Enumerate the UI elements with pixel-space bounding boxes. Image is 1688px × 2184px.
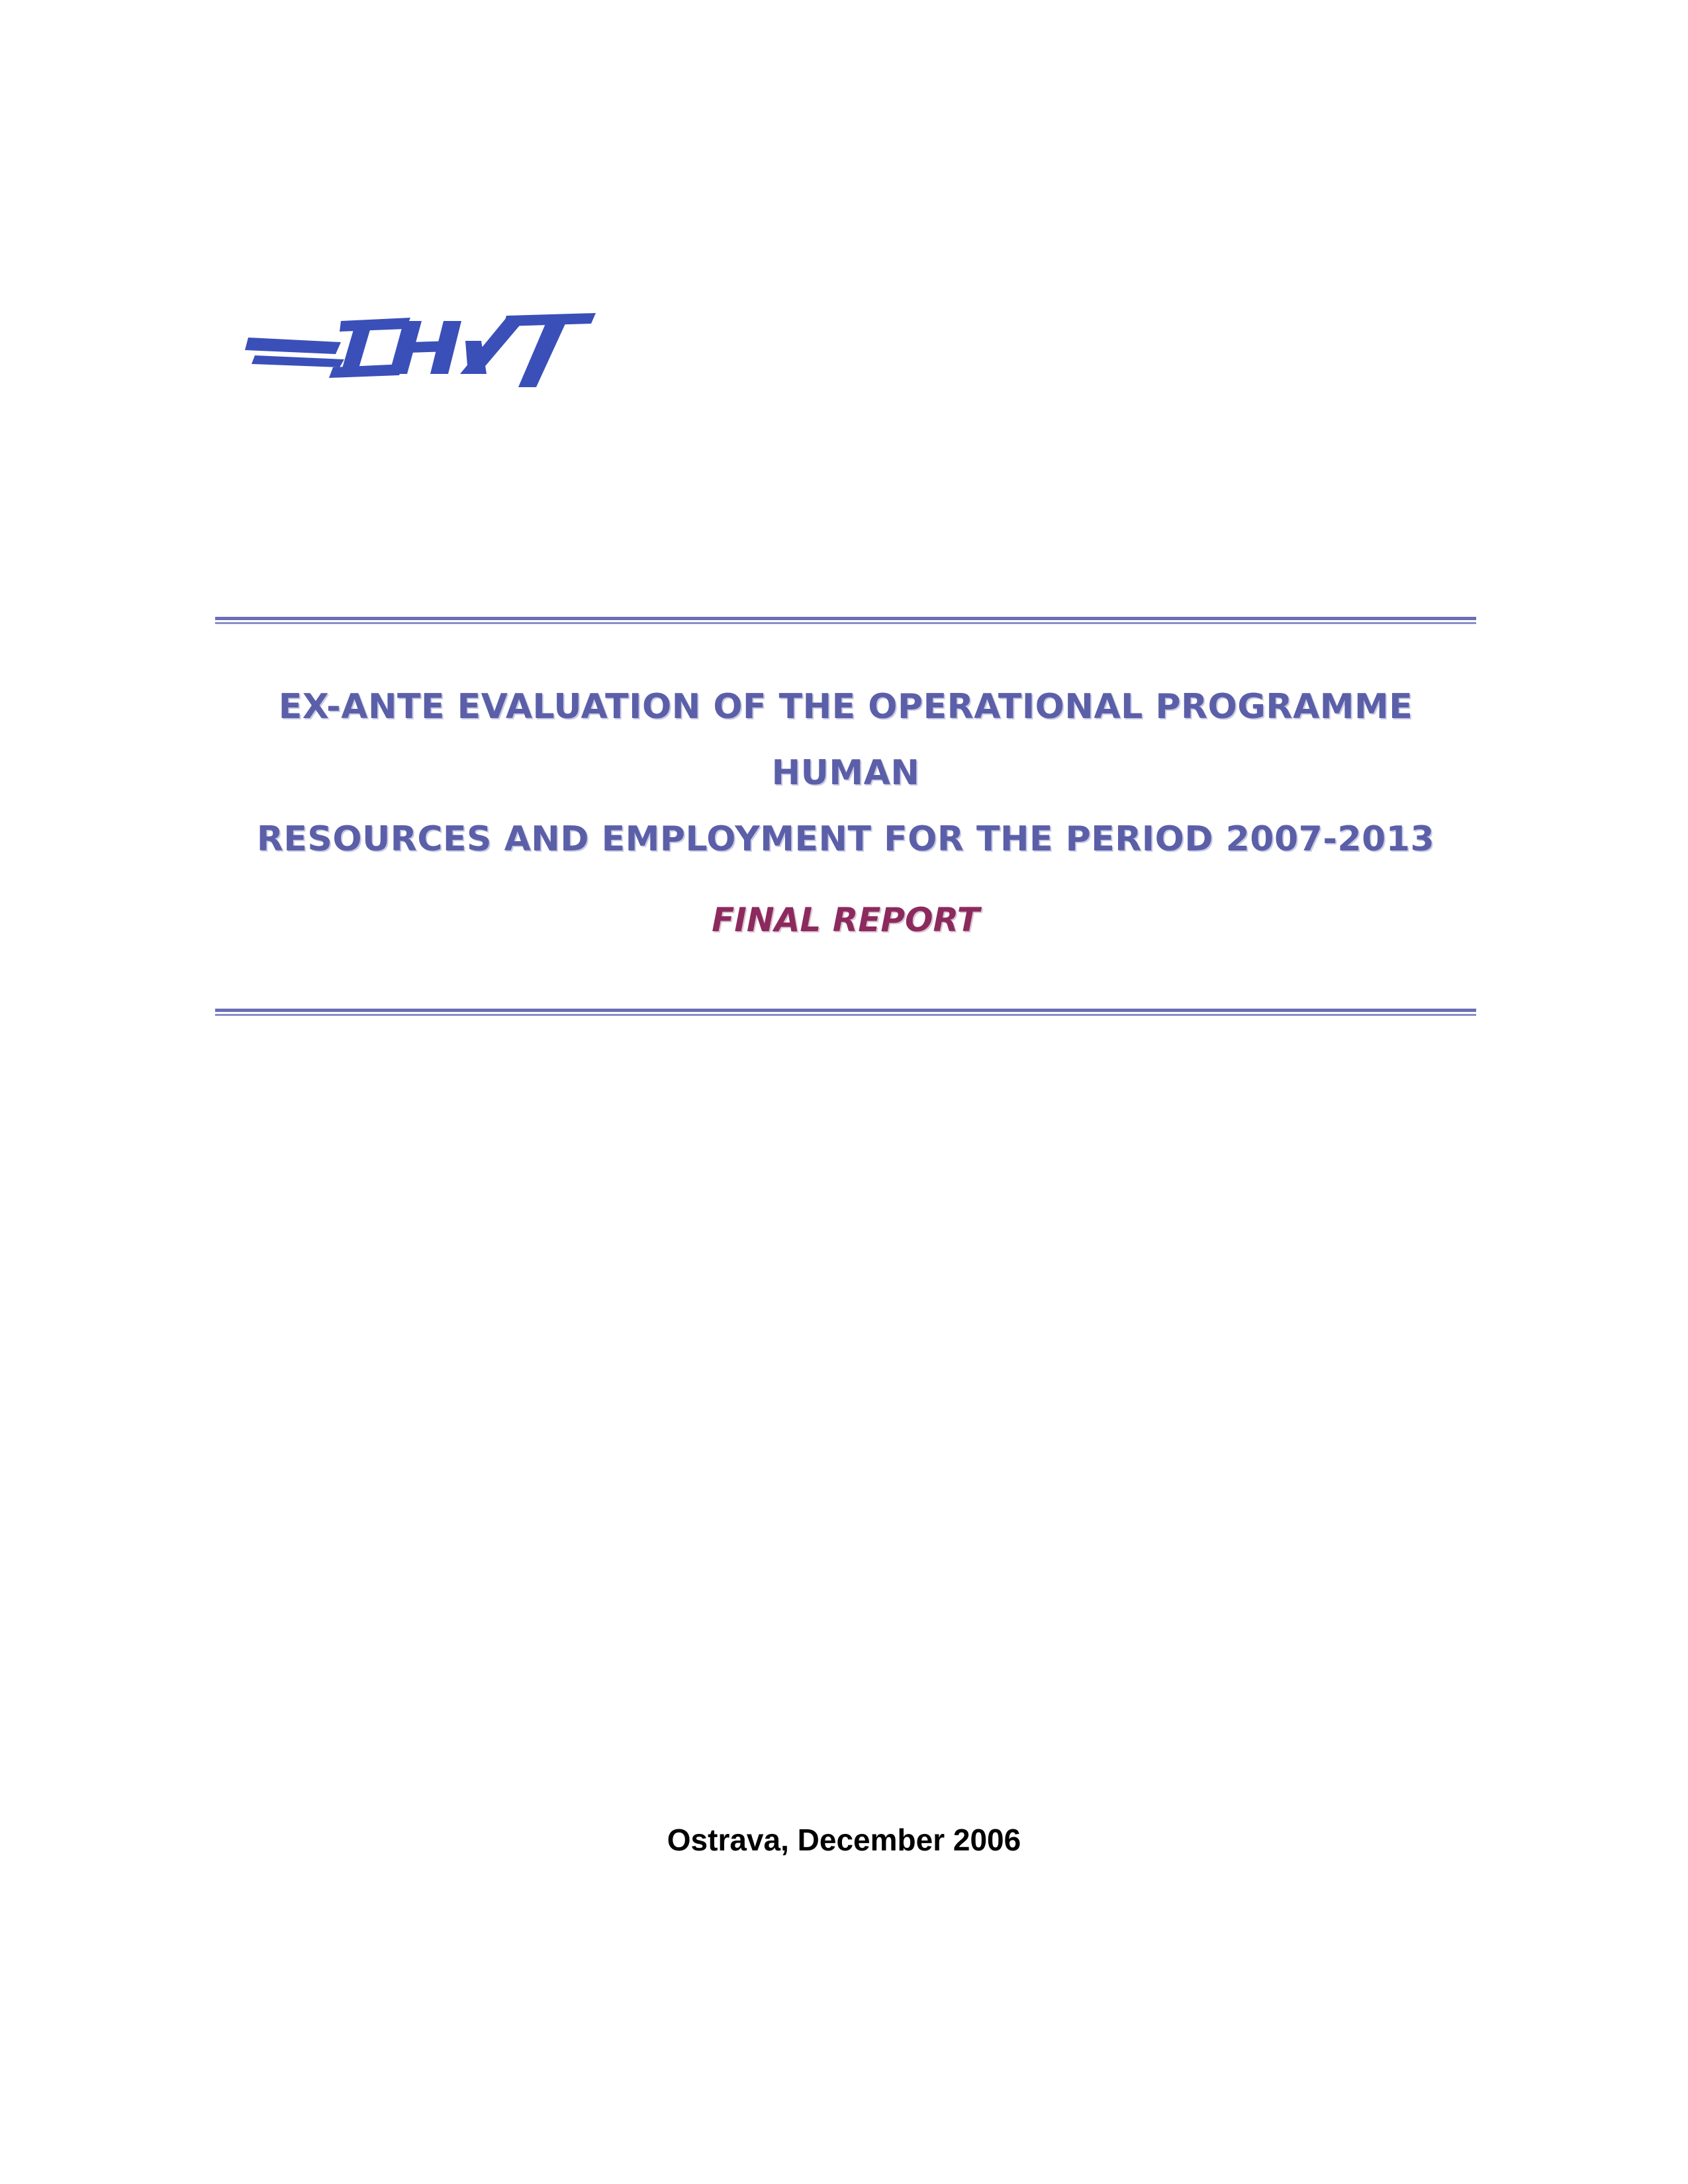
document-subtitle: FINAL REPORT [712, 901, 980, 939]
place-and-date: Ostrava, December 2006 [667, 1823, 1021, 1857]
company-logo-icon [242, 301, 599, 394]
title-line-2: RESOURCES AND EMPLOYMENT FOR THE PERIOD 2007-2013 [256, 819, 1435, 859]
title-line-1: EX-ANTE EVALUATION OF THE OPERATIONAL PROGRAMME HUMAN [278, 687, 1413, 793]
document-title [215, 674, 1476, 872]
top-divider [215, 617, 1476, 625]
bottom-divider [215, 1009, 1476, 1017]
